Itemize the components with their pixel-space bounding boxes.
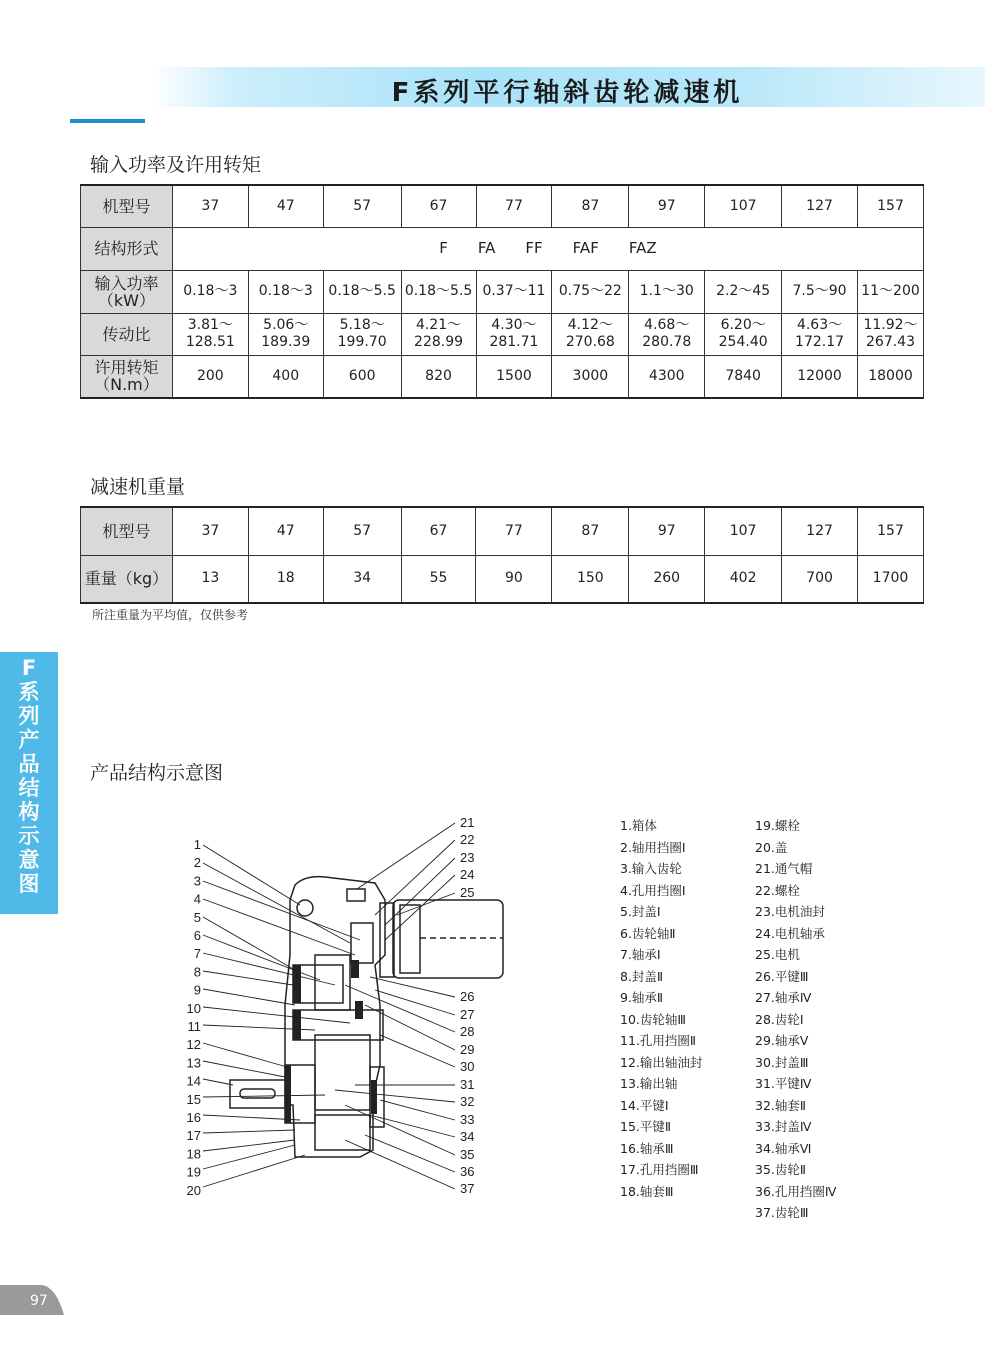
title-banner [150, 67, 985, 107]
callout-number: 29 [460, 1042, 475, 1057]
part-item: 13.输出轴 [620, 1076, 678, 1091]
callout-number: 16 [186, 1110, 201, 1125]
model-cell: 47 [248, 185, 323, 227]
ratio-max: 128.51 [185, 334, 235, 350]
callout-number: 25 [460, 885, 475, 900]
weight-cell: 34 [323, 555, 401, 603]
weight-cell: 260 [629, 555, 705, 603]
callout-number: 36 [460, 1164, 475, 1179]
torque-cell: 7840 [705, 355, 782, 398]
power-cell: 2.2～45 [705, 270, 782, 313]
part-item: 26.平键Ⅲ [755, 968, 809, 984]
part-item: 35.齿轮Ⅱ [755, 1162, 807, 1177]
side-tab [0, 652, 58, 914]
callout-number: 28 [460, 1024, 475, 1039]
callout-number: 12 [186, 1037, 201, 1053]
model-cell: 127 [782, 185, 858, 227]
part-item: 5.封盖Ⅰ [620, 904, 661, 919]
model-cell: 87 [552, 507, 629, 555]
power-cell: 1.1～30 [629, 270, 705, 313]
callout-number: 37 [460, 1181, 475, 1196]
model-cell: 87 [552, 185, 629, 227]
callout-number: 21 [460, 815, 475, 830]
weight-cell: 90 [476, 555, 552, 603]
side-tab-char: 列 [18, 704, 40, 728]
part-item: 4.孔用挡圈Ⅰ [620, 882, 686, 898]
callout-number: 34 [460, 1129, 475, 1144]
callout-number: 4 [193, 891, 201, 907]
gear-2 [315, 1035, 370, 1110]
input-gear-shape [351, 923, 373, 963]
ratio-cell [248, 313, 323, 355]
side-tab-char: 图 [18, 872, 40, 896]
row-weights [81, 555, 924, 603]
power-cell: 0.18～5.5 [323, 270, 401, 313]
power-cell: 0.37～11 [476, 270, 552, 313]
callout-number: 11 [187, 1019, 201, 1034]
section-title-weight: 减速机重量 [90, 476, 186, 498]
power-cell: 0.18～3 [248, 270, 323, 313]
power-cell: 0.75～22 [552, 270, 629, 313]
callout-number: 33 [460, 1112, 475, 1127]
callout-number: 14 [186, 1073, 201, 1089]
part-item: 14.平键Ⅰ [620, 1097, 669, 1113]
ratio-min: 5.18～ [339, 317, 385, 333]
weight-cell: 18 [248, 555, 323, 603]
model-cell: 47 [248, 507, 323, 555]
part-item: 7.轴承Ⅰ [620, 947, 661, 962]
model-cell: 157 [858, 507, 924, 555]
ratio-min: 4.12～ [567, 317, 613, 333]
ratio-cell [323, 313, 401, 355]
row-models [81, 185, 924, 227]
brand-logo-strip [70, 113, 145, 123]
model-cell: 97 [629, 507, 705, 555]
part-item: 12.输出轴油封 [620, 1054, 703, 1070]
model-cell: 127 [782, 507, 858, 555]
motor-body [393, 900, 503, 978]
model-cell: 37 [172, 185, 248, 227]
ratio-cell [782, 313, 858, 355]
torque-cell: 1500 [476, 355, 552, 398]
part-item: 36.孔用挡圈Ⅳ [755, 1183, 837, 1199]
ratio-max: 172.17 [795, 334, 845, 350]
weight-cell: 700 [782, 555, 858, 603]
power-cell: 11～200 [858, 270, 924, 313]
part-item: 15.平键Ⅱ [620, 1119, 672, 1134]
callout-number: 30 [460, 1059, 475, 1074]
part-item: 20.盖 [755, 839, 788, 855]
part-item: 30.封盖Ⅲ [755, 1054, 809, 1070]
callout-number: 24 [460, 867, 475, 882]
weight-table [80, 506, 924, 604]
part-item: 33.封盖Ⅳ [755, 1119, 812, 1134]
callout-number: 27 [460, 1007, 475, 1022]
ratio-max: 199.70 [337, 334, 387, 350]
label-model: 机型号 [81, 185, 173, 227]
power-torque-table [80, 184, 924, 399]
model-cell: 107 [705, 507, 782, 555]
model-cell: 57 [323, 185, 401, 227]
side-tab-char: F [21, 656, 37, 680]
callout-number: 2 [193, 855, 201, 871]
parts-list-col1 [620, 815, 702, 1202]
weight-cell: 402 [705, 555, 782, 603]
ratio-cell [629, 313, 705, 355]
callout-number: 22 [460, 832, 475, 847]
ratio-min: 6.20～ [720, 317, 766, 333]
callout-number: 3 [193, 873, 201, 889]
callout-number: 1 [193, 837, 201, 852]
row-torque [81, 355, 924, 398]
weight-note: 所注重量为平均值，仅供参考 [92, 608, 249, 622]
part-item: 17.孔用挡圈Ⅲ [620, 1162, 699, 1177]
ratio-cell [401, 313, 476, 355]
part-item: 11.孔用挡圈Ⅱ [620, 1033, 697, 1048]
label-ratio: 传动比 [81, 313, 173, 355]
part-item: 18.轴套Ⅲ [620, 1183, 674, 1199]
row-ratio [81, 313, 924, 355]
torque-cell: 820 [401, 355, 476, 398]
weight-cell: 150 [552, 555, 629, 603]
callout-number: 7 [193, 946, 201, 962]
page-number: 97 [30, 1293, 48, 1309]
side-tab-char: 构 [18, 800, 40, 824]
torque-cell: 600 [323, 355, 401, 398]
model-cell: 57 [323, 507, 401, 555]
part-item: 34.轴承Ⅵ [755, 1140, 812, 1156]
part-item: 28.齿轮Ⅰ [755, 1011, 804, 1027]
model-cell: 157 [858, 185, 924, 227]
parts-list-col2 [755, 815, 836, 1224]
part-item: 3.输入齿轮 [620, 861, 682, 876]
part-item: 31.平键Ⅳ [755, 1076, 812, 1091]
weight-cell: 13 [172, 555, 248, 603]
ratio-max: 281.71 [489, 334, 539, 350]
torque-cell: 12000 [782, 355, 858, 398]
ratio-cell [552, 313, 629, 355]
callout-number: 31 [460, 1077, 475, 1092]
part-item: 21.通气帽 [755, 861, 813, 876]
breather-cap [347, 889, 365, 901]
callout-number: 18 [186, 1146, 201, 1162]
ratio-max: 254.40 [718, 334, 768, 350]
side-tab-char: 结 [18, 776, 40, 800]
power-cell: 0.18～5.5 [401, 270, 476, 313]
ratio-max: 189.39 [261, 334, 311, 350]
part-item: 2.轴用挡圈Ⅰ [620, 839, 686, 855]
row-power [81, 270, 924, 313]
ratio-max: 270.68 [565, 334, 615, 350]
side-tab-char: 系 [18, 680, 40, 704]
model-cell: 37 [172, 507, 248, 555]
ratio-cell [476, 313, 552, 355]
label-torque-line1: 许用转矩 [94, 358, 159, 378]
callout-number: 23 [460, 850, 475, 865]
part-item: 8.封盖Ⅱ [620, 968, 664, 984]
section-title-power: 输入功率及许用转矩 [90, 154, 262, 176]
torque-cell: 18000 [858, 355, 924, 398]
output-shaft [230, 1080, 290, 1108]
side-tab-char: 产 [18, 728, 40, 752]
model-cell: 77 [476, 507, 552, 555]
power-cell: 7.5～90 [782, 270, 858, 313]
callout-number: 10 [186, 1000, 201, 1016]
label-power-line1: 输入功率 [94, 273, 159, 293]
part-item: 24.电机轴承 [755, 925, 825, 941]
label-structure: 结构形式 [81, 227, 173, 270]
callout-number: 17 [186, 1128, 201, 1144]
label-torque [81, 355, 173, 398]
ratio-cell [858, 313, 924, 355]
weight-cell: 55 [401, 555, 476, 603]
label-model: 机型号 [81, 507, 173, 555]
motor-adapter [380, 903, 394, 977]
power-cell: 0.18～3 [172, 270, 248, 313]
part-item: 10.齿轮轴Ⅲ [620, 1011, 686, 1027]
section-title-diagram: 产品结构示意图 [90, 762, 224, 784]
ratio-max: 280.78 [642, 334, 692, 350]
model-cell: 97 [629, 185, 705, 227]
part-item: 6.齿轮轴Ⅱ [620, 925, 676, 941]
ratio-max: 228.99 [414, 334, 464, 350]
callout-number: 26 [460, 989, 475, 1004]
ratio-min: 4.63～ [796, 317, 843, 333]
callout-number: 9 [193, 982, 201, 998]
label-power [81, 270, 173, 313]
part-item: 9.轴承Ⅱ [620, 990, 664, 1005]
callout-number: 13 [186, 1055, 201, 1071]
torque-cell: 3000 [552, 355, 629, 398]
ratio-cell [172, 313, 248, 355]
part-item: 27.轴承Ⅳ [755, 990, 812, 1005]
side-tab-char: 品 [18, 752, 40, 776]
side-tab-char: 意 [18, 848, 40, 872]
model-cell: 67 [401, 185, 476, 227]
part-item: 32.轴套Ⅱ [755, 1097, 807, 1113]
label-torque-line2: （N.m） [94, 375, 159, 395]
torque-cell: 200 [172, 355, 248, 398]
callout-number: 19 [186, 1164, 201, 1180]
weight-cell: 1700 [858, 555, 924, 603]
row-weight-models [81, 507, 924, 555]
ratio-min: 4.68～ [644, 317, 690, 333]
ratio-min: 4.30～ [491, 317, 537, 333]
ratio-min: 11.92～ [863, 317, 918, 333]
callout-number: 6 [193, 928, 201, 943]
part-item: 29.轴承Ⅴ [755, 1033, 809, 1048]
torque-cell: 4300 [629, 355, 705, 398]
label-power-line2: （kW） [97, 290, 155, 310]
part-item: 23.电机油封 [755, 904, 825, 919]
model-cell: 107 [705, 185, 782, 227]
callout-number: 35 [460, 1147, 475, 1162]
callout-number: 5 [193, 909, 201, 925]
callout-number: 32 [460, 1094, 475, 1109]
part-item: 37.齿轮Ⅲ [755, 1205, 809, 1220]
callout-number: 20 [186, 1182, 201, 1198]
gear-3 [315, 1115, 370, 1150]
ratio-cell [705, 313, 782, 355]
callout-number: 8 [193, 964, 201, 980]
structure-diagram [175, 805, 505, 1200]
ratio-min: 4.21～ [415, 317, 462, 333]
part-item: 1.箱体 [620, 818, 657, 833]
part-item: 16.轴承Ⅲ [620, 1140, 674, 1156]
part-item: 19.螺栓 [755, 818, 800, 833]
model-cell: 67 [401, 507, 476, 555]
side-tab-char: 示 [18, 824, 40, 848]
page-title: F系列平行轴斜齿轮减速机 [391, 78, 744, 108]
ratio-max: 267.43 [866, 334, 915, 350]
model-cell: 77 [476, 185, 552, 227]
ratio-min: 5.06～ [263, 317, 309, 333]
part-item: 25.电机 [755, 947, 800, 962]
motor-flange [400, 905, 420, 973]
torque-cell: 400 [248, 355, 323, 398]
row-structure [81, 227, 924, 270]
lifting-eye [297, 900, 313, 916]
label-weight: 重量（kg） [81, 555, 173, 603]
part-item: 22.螺栓 [755, 882, 800, 898]
callout-number: 15 [186, 1091, 201, 1107]
structure-forms: F FA FF FAF FAZ [172, 227, 923, 270]
ratio-min: 3.81～ [187, 317, 233, 333]
